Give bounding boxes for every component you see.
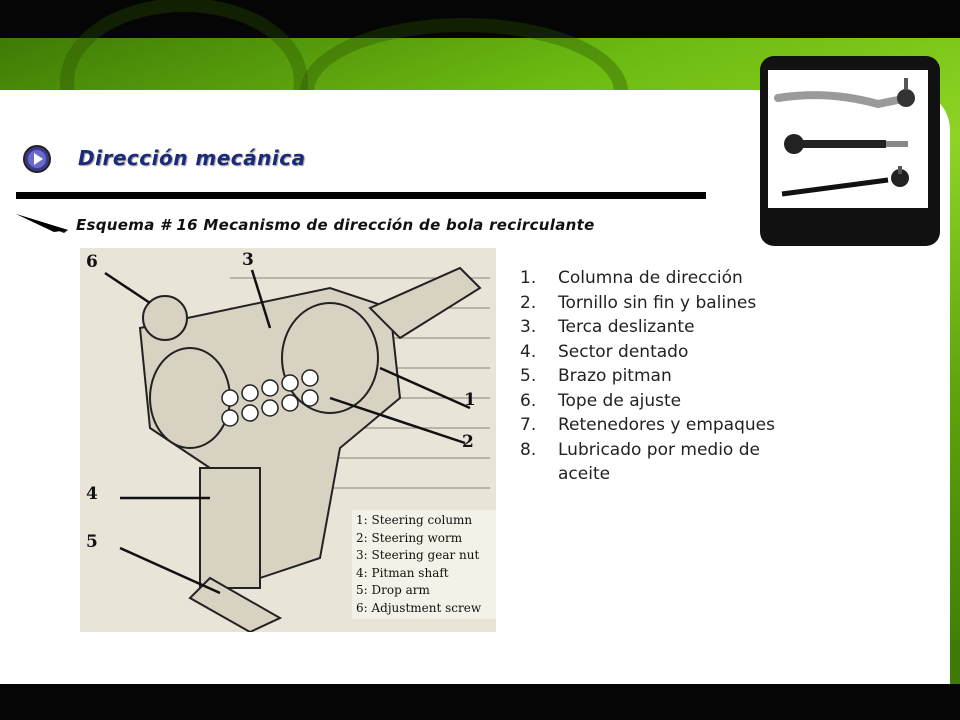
- list-text-line: aceite: [558, 464, 611, 484]
- list-text-line: Lubricado por medio de: [558, 439, 760, 460]
- parts-list: [520, 266, 820, 487]
- list-item: [520, 413, 820, 438]
- list-text: Terca deslizante: [558, 317, 695, 337]
- list-item: [520, 438, 820, 487]
- callout-3: 3: [242, 250, 254, 270]
- legend-item: 2: Steering worm: [356, 530, 463, 545]
- list-number: 6.: [520, 390, 537, 411]
- list-item: [520, 340, 820, 365]
- list-number: 5.: [520, 366, 537, 386]
- list-number: 2.: [520, 292, 537, 313]
- list-text: [558, 438, 760, 487]
- slide-subtitle: Esquema # 16 Mecanismo de dirección de bola recirculante: [76, 216, 595, 234]
- pointer-arrow-icon: [14, 212, 70, 234]
- list-number: 3.: [520, 317, 537, 337]
- callout-5: 5: [86, 532, 98, 552]
- bottom-bar: [0, 684, 960, 720]
- list-text: Brazo pitman: [558, 366, 672, 386]
- list-number: 8.: [520, 439, 537, 460]
- callout-4: 4: [86, 484, 98, 504]
- list-text: Tornillo sin fin y balines: [558, 292, 757, 313]
- title-divider: [16, 192, 706, 199]
- diagram-legend: [352, 510, 496, 619]
- list-text: Columna de dirección: [558, 268, 743, 288]
- list-item: [520, 266, 820, 291]
- tie-rods-photo: [768, 70, 928, 208]
- slide-title: Dirección mecánica: [78, 146, 306, 170]
- list-item: [520, 291, 820, 316]
- tie-rod-illustration: [768, 70, 928, 208]
- list-number: 4.: [520, 341, 537, 362]
- list-text: Sector dentado: [558, 341, 689, 362]
- callout-1: 1: [464, 390, 476, 410]
- legend-item: 5: Drop arm: [356, 583, 430, 597]
- legend-item: 1: Steering column: [356, 513, 473, 527]
- list-item: [520, 364, 820, 389]
- list-item: [520, 389, 820, 414]
- steering-gear-diagram: [80, 248, 496, 632]
- list-item: [520, 315, 820, 340]
- legend-item: 6: Adjustment screw: [356, 600, 482, 615]
- legend-item: 4: Pitman shaft: [356, 565, 449, 580]
- list-text: Retenedores y empaques: [558, 415, 775, 435]
- play-icon: [22, 144, 52, 174]
- list-number: 1.: [520, 268, 537, 288]
- callout-2: 2: [462, 432, 474, 452]
- legend-item: 3: Steering gear nut: [356, 548, 480, 562]
- list-number: 7.: [520, 415, 537, 435]
- callout-6: 6: [86, 252, 98, 272]
- list-text: Tope de ajuste: [558, 390, 682, 411]
